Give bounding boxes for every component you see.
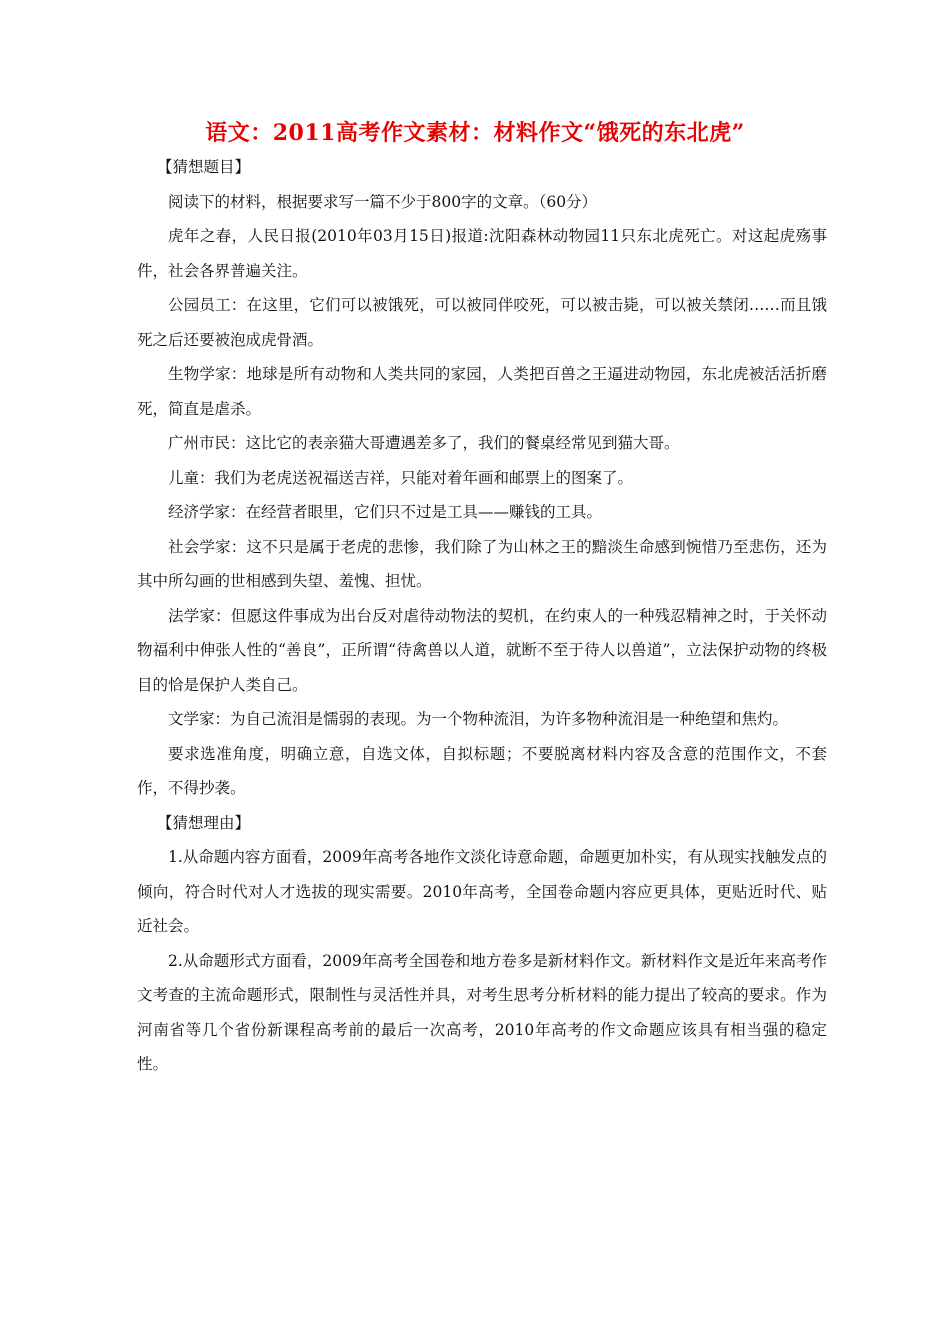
paragraph-biologist: 生物学家：地球是所有动物和人类共同的家园，人类把百兽之王逼进动物园，东北虎被活活折磨死，简直是虐杀。 (137, 365, 827, 418)
section-heading-guess-topic: 【猜想题目】 (157, 158, 251, 176)
section-heading-guess-reason: 【猜想理由】 (157, 813, 251, 832)
paragraph-reason-2: 2.从命题形式方面看，2009年高考全国卷和地方卷多是新材料作文。新材料作文是近年来高考作文考查的主流命题形式，限制性与灵活性并具，对考生思考分析材料的能力提出了较高的要求。作为河南省等几个省份新课程高考前的最后一次高考，2010年高考的作文命题应该具有相当强的稳定性。 (137, 951, 827, 1073)
document-body (137, 150, 827, 1082)
paragraph-writer: 文学家：为自己流泪是懦弱的表现。为一个物种流泪，为许多物种流泪是一种绝望和焦灼。 (168, 710, 789, 728)
paragraph-guangzhou-citizen: 广州市民：这比它的表亲猫大哥遭遇差多了，我们的餐桌经常见到猫大哥。 (168, 434, 680, 452)
paragraph-child: 儿童：我们为老虎送祝福送吉祥，只能对着年画和邮票上的图案了。 (168, 468, 634, 487)
paragraph-jurist: 法学家：但愿这件事成为出台反对虐待动物法的契机，在约束人的一种残忍精神之时，于关怀动物福利中伸张人性的“善良”，正所谓“待禽兽以人道，就断不至于待人以兽道”，立法保护动物的终极目的恰是保护人类自己。 (137, 606, 827, 694)
paragraph-park-staff: 公园员工：在这里，它们可以被饿死，可以被同伴咬死，可以被击毙，可以被关禁闭……而且饿死之后还要被泡成虎骨酒。 (137, 296, 827, 349)
paragraph-reason-1: 1.从命题内容方面看，2009年高考各地作文淡化诗意命题，命题更加朴实，有从现实找触发点的倾向，符合时代对人才选拔的现实需要。2010年高考，全国卷命题内容应更具体，更贴近时代、贴近社会。 (137, 848, 827, 935)
paragraph-sociologist: 社会学家：这不只是属于老虎的悲惨，我们除了为山林之王的黯淡生命感到惋惜乃至悲伤，还为其中所勾画的世相感到失望、羞愧、担忧。 (137, 537, 827, 590)
paragraph-economist: 经济学家：在经营者眼里，它们只不过是工具——赚钱的工具。 (168, 503, 603, 521)
paragraph-news: 虎年之春，人民日报(2010年03月15日)报道:沈阳森林动物园11只东北虎死亡。对这起虎殇事件，社会各界普遍关注。 (137, 227, 827, 280)
document-title: 语文：2011高考作文素材：材料作文“饿死的东北虎” (205, 120, 745, 146)
paragraph-requirements: 要求选准角度，明确立意，自选文体，自拟标题；不要脱离材料内容及含意的范围作文，不套作，不得抄袭。 (137, 744, 827, 797)
paragraph-prompt: 阅读下的材料，根据要求写一篇不少于800字的文章。（60分） (168, 192, 598, 211)
